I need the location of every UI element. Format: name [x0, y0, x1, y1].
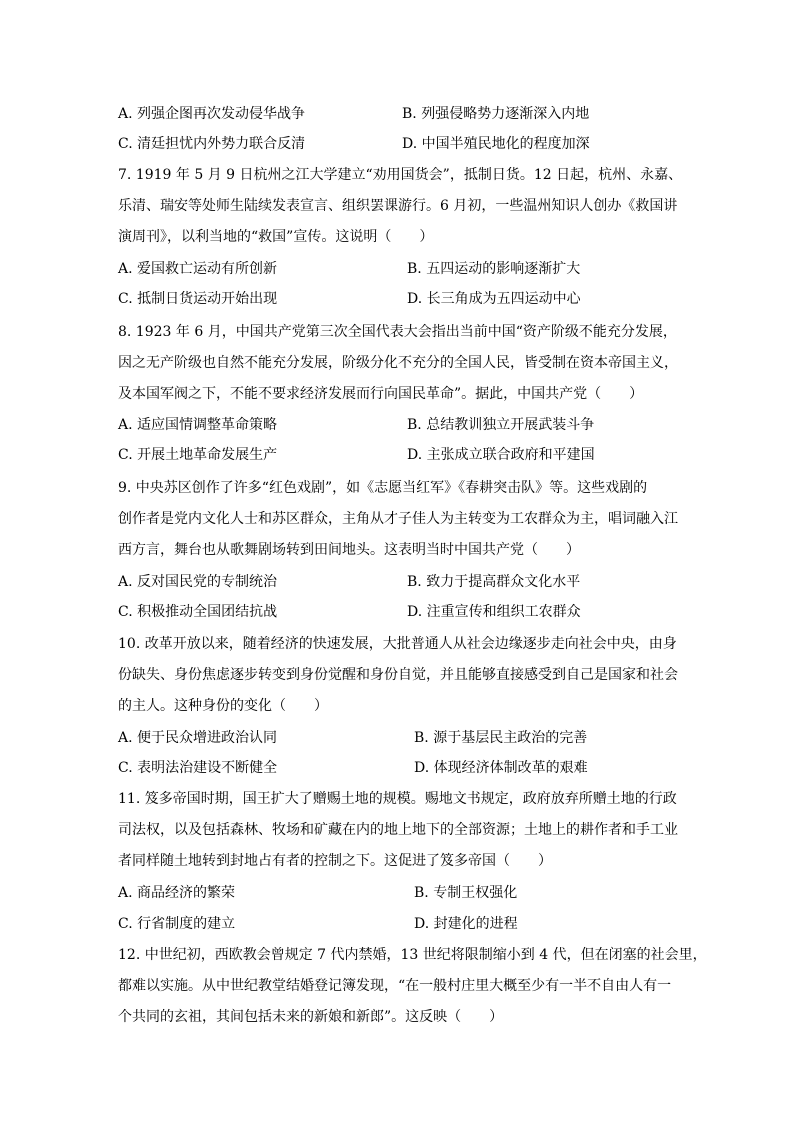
options-row-q8-cd	[118, 444, 718, 466]
question-line: 9. 中央苏区创作了许多“红色戏剧”，如《志愿当红军》《春耕突击队》等。这些戏剧的	[118, 480, 648, 496]
option-d[interactable]: D. 封建化的进程	[414, 916, 518, 932]
option-d[interactable]: D. 长三角成为五四运动中心	[407, 291, 581, 307]
option-c[interactable]: C. 抵制日货运动开始出现	[118, 291, 278, 307]
option-a[interactable]: A. 便于民众增进政治认同	[118, 730, 278, 746]
question-line: 者同样随土地转到封地占有者的控制之下。这促进了笈多帝国（ ）	[118, 853, 552, 869]
option-b[interactable]: B. 专制王权强化	[414, 885, 518, 901]
question-line: 7. 1919 年 5 月 9 日杭州之江大学建立“劝用国货会”，抵制日货。12 日起，杭州、永嘉、	[118, 167, 683, 183]
question-line: 个共同的玄祖，其间包括未来的新娘和新郎”。这反映（ ）	[118, 1009, 504, 1025]
question-8	[118, 317, 688, 410]
option-b[interactable]: B. 源于基层民主政治的完善	[414, 730, 588, 746]
option-b[interactable]: B. 致力于提高群众文化水平	[407, 574, 581, 590]
option-a[interactable]: A. 商品经济的繁荣	[118, 885, 236, 901]
question-line: 份缺失、身份焦虑逐步转变到身份觉醒和身份自觉，并且能够直接感受到自己是国家和社会	[118, 667, 678, 683]
option-c[interactable]: C. 清廷担忧内外势力联合反清	[118, 136, 306, 152]
question-line: 的主人。这种身份的变化（ ）	[118, 698, 328, 714]
option-b[interactable]: B. 列强侵略势力逐渐深入内地	[402, 106, 590, 122]
options-row-q8-ab	[118, 414, 718, 436]
question-9	[118, 473, 688, 566]
option-c[interactable]: C. 积极推动全国团结抗战	[118, 604, 278, 620]
question-line: 因之无产阶级也自然不能充分发展，阶级分化不充分的全国人民，皆受制在资本帝国主义，	[118, 355, 678, 371]
option-b[interactable]: B. 总结教训独立开展武装斗争	[407, 417, 595, 433]
option-d[interactable]: D. 主张成立联合政府和平建国	[407, 447, 595, 463]
option-c[interactable]: C. 开展土地革命发展生产	[118, 447, 278, 463]
question-line: 创作者是党内文化人士和苏区群众，主角从才子佳人为主转变为工农群众为主，唱词融入江	[118, 511, 678, 527]
option-d[interactable]: D. 体现经济体制改革的艰难	[414, 760, 588, 776]
options-row-q7-cd	[118, 288, 718, 310]
question-line: 都难以实施。从中世纪教堂结婚登记簿发现，“在一般村庄里大概至少有一半不自由人有一	[118, 978, 672, 994]
question-line: 11. 笈多帝国时期，国王扩大了赠赐土地的规模。赐地文书规定，政府放弃所赠土地的行政	[118, 791, 677, 807]
options-row-q10-ab	[118, 727, 718, 749]
question-11	[118, 784, 688, 877]
question-line: 及本国军阀之下，不能不要求经济发展而行向国民革命”。据此，中国共产党（ ）	[118, 386, 644, 402]
question-line: 演周刊》，以利当地的“救国”宣传。这说明（ ）	[118, 229, 434, 245]
option-b[interactable]: B. 五四运动的影响逐渐扩大	[407, 261, 581, 277]
question-line: 西方言，舞台也从歌舞剧场转到田间地头。这表明当时中国共产党（ ）	[118, 542, 580, 558]
question-line: 乐清、瑞安等处师生陆续发表宣言、组织罢课游行。6 月初，一些温州知识人创办《救国讲	[118, 198, 678, 214]
option-c[interactable]: C. 表明法治建设不断健全	[118, 760, 278, 776]
option-c[interactable]: C. 行省制度的建立	[118, 916, 236, 932]
options-row-q6-cd	[118, 133, 718, 155]
question-7	[118, 160, 688, 253]
question-line: 12. 中世纪初，西欧教会曾规定 7 代内禁婚，13 世纪将限制缩小到 4 代，但在闭塞的社会里，	[118, 947, 707, 963]
option-d[interactable]: D. 注重宣传和组织工农群众	[407, 604, 581, 620]
option-a[interactable]: A. 适应国情调整革命策略	[118, 417, 278, 433]
question-line: 司法权，以及包括森林、牧场和矿藏在内的地上地下的全部资源；土地上的耕作者和手工业	[118, 822, 678, 838]
option-d[interactable]: D. 中国半殖民地化的程度加深	[402, 136, 590, 152]
options-row-q11-cd	[118, 913, 718, 935]
options-row-q10-cd	[118, 757, 718, 779]
options-row-q6-ab	[118, 103, 718, 125]
option-a[interactable]: A. 反对国民党的专制统治	[118, 574, 278, 590]
options-row-q11-ab	[118, 882, 718, 904]
option-a[interactable]: A. 爱国救亡运动有所创新	[118, 261, 278, 277]
options-row-q9-ab	[118, 571, 718, 593]
option-a[interactable]: A. 列强企图再次发动侵华战争	[118, 106, 306, 122]
question-12	[118, 940, 707, 1033]
question-10	[118, 629, 688, 722]
question-line: 8. 1923 年 6 月，中国共产党第三次全国代表大会指出当前中国“资产阶级不能充分发展，	[118, 324, 677, 340]
question-line: 10. 改革开放以来，随着经济的快速发展，大批普通人从社会边缘逐步走向社会中央，由身	[118, 636, 677, 652]
options-row-q7-ab	[118, 258, 718, 280]
options-row-q9-cd	[118, 601, 718, 623]
